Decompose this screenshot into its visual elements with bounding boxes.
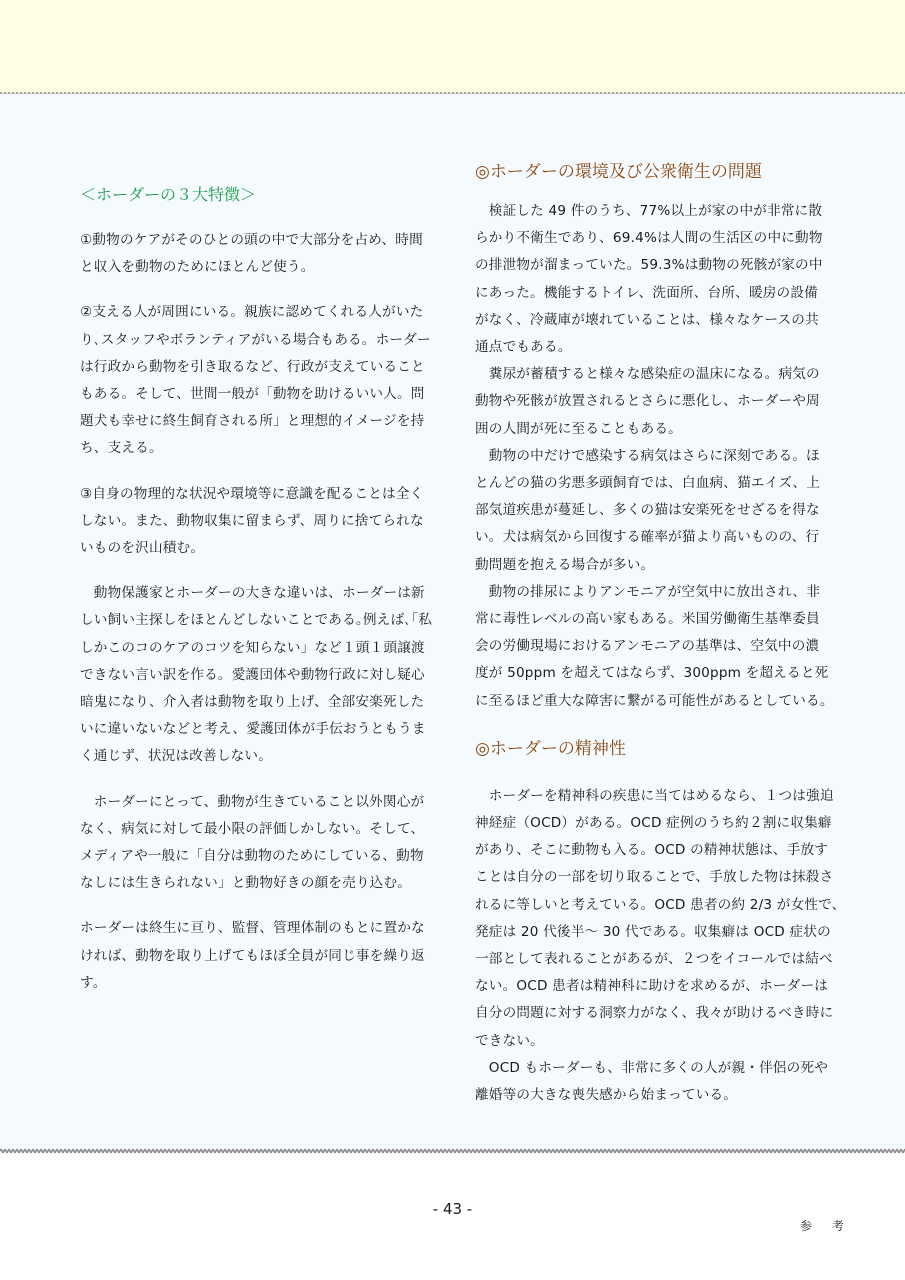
text-line: 糞尿が蓄積すると様々な感染症の温床になる。病気の [475, 366, 820, 383]
paragraph [80, 789, 440, 898]
section-heading-mentality: ◎ホーダーの精神性 [475, 738, 626, 759]
text-line: がなく、冷蔵庫が壊れていることは、様々なケースの共 [475, 311, 819, 328]
text-line: 動物保護家とホーダーの大きな違いは、ホーダーは新 [80, 585, 425, 602]
top-band [0, 0, 905, 94]
text-line: 会の労働現場におけるアンモニアの基準は、空気中の濃 [475, 638, 820, 655]
text-line: ③自身の物理的な状況や環境等に意識を配ることは全く [80, 485, 424, 502]
text-line: ①動物のケアがそのひとの頭の中で大部分を占め、時間 [80, 232, 423, 248]
text-line: す。 [80, 974, 107, 991]
text-line: ない。OCD 患者は精神科に助けを求めるが、ホーダーは [475, 978, 829, 995]
paragraph [475, 198, 835, 361]
text-line: OCD もホーダーも、非常に多くの人が親・伴侶の死や [475, 1059, 829, 1076]
section-heading-three-traits: ＜ホーダーの３大特徴＞ [80, 185, 257, 204]
text-line: の排泄物が溜まっていた。59.3%は動物の死骸が家の中 [475, 257, 823, 274]
text-line: 暗鬼になり、介入者は動物を取り上げ、全部安楽死した [80, 694, 425, 711]
paragraph [475, 579, 835, 715]
text-line: 神経症（OCD）がある。OCD 症例のうち約２割に収集癖 [475, 815, 832, 832]
text-line: 常に毒性レベルの高い家もある。米国労働衛生基準委員 [475, 611, 820, 628]
text-line: ち、支える。 [80, 440, 163, 457]
paragraph [80, 299, 440, 462]
text-line: 離婚等の大きな喪失感から始まっている。 [475, 1087, 738, 1104]
paragraph [80, 915, 440, 997]
text-line: ホーダーにとって、動物が生きていること以外関心が [80, 793, 425, 810]
text-line: 部気道疾患が蔓延し、多くの猫は安楽死をせざるを得な [475, 502, 820, 519]
page-number: - 43 - [432, 1200, 473, 1218]
text-line: く通じず、状況は改善しない。 [80, 748, 273, 765]
text-line: いに違いないなどと考え、愛護団体が手伝おうともうま [80, 721, 426, 738]
wavy-divider-bottom [0, 1148, 905, 1154]
reference-label: 参 考 [800, 1219, 852, 1233]
text-line: ②支える人が周囲にいる。親族に認めてくれる人がいた [80, 304, 424, 321]
paragraph [475, 361, 835, 443]
paragraph [475, 783, 846, 1055]
text-line: 囲の人間が死に至ることもある。 [475, 420, 682, 437]
text-line: 動物の中だけで感染する病気はさらに深刻である。ほ [475, 447, 820, 464]
paragraph [80, 227, 440, 281]
text-line: 動問題を抱える場合が多い。 [475, 556, 655, 573]
text-line: ホーダーは終生に亘り、監督、管理体制のもとに置かな [80, 920, 425, 937]
text-line: できない言い訳を作る。愛護団体や動物行政に対し疑心 [80, 666, 425, 683]
text-line: なしには生きられない」と動物好きの顔を売り込む。 [80, 875, 412, 892]
text-line: ことは自分の一部を切り取ることで、手放した物は抹殺さ [475, 869, 834, 886]
text-line: 通点でもある。 [475, 339, 572, 356]
section-heading-environment: ◎ホーダーの環境及び公衆衛生の問題 [475, 162, 762, 182]
paragraph [80, 481, 440, 563]
text-line: 一部として表れることがあるが、２つをイコールでは結べ [475, 951, 833, 968]
text-line: に至るほど重大な障害に繋がる可能性があるとしている。 [475, 692, 834, 709]
text-line: いものを沢山積む。 [80, 540, 205, 557]
text-line: 検証した 49 件のうち、77%以上が家の中が非常に散 [475, 203, 823, 219]
text-line: しかこのコのケアのコツを知らない」など１頭１頭譲渡 [80, 639, 425, 656]
text-line: にあった。機能するトイレ、洗面所、台所、暖房の設備 [475, 284, 818, 301]
text-line: らかり不衛生であり、69.4%は人間の生活区の中に動物 [475, 230, 823, 247]
left-column [80, 183, 440, 1015]
text-line: い。犬は病気から回復する確率が猫より高いものの、行 [475, 529, 820, 546]
right-column [475, 160, 846, 1109]
text-line: メディアや一般に「自分は動物のためにしている、動物 [80, 848, 424, 865]
text-line: は行政から動物を引き取るなど、行政が支えていること [80, 358, 425, 375]
text-line: 動物の排尿によりアンモニアが空気中に放出され、非 [475, 583, 821, 600]
text-line: とんどの猫の劣悪多頭飼育では、白血病、猫エイズ、上 [475, 475, 821, 492]
text-line: 自分の問題に対する洞察力がなく、我々が助けるべき時に [475, 1005, 834, 1022]
text-line: ければ、動物を取り上げてもほぼ全員が同じ事を繰り返 [80, 947, 425, 964]
text-line: できない。 [475, 1032, 544, 1049]
paragraph [80, 580, 440, 770]
text-line: なく、病気に対して最小限の評価しかしない。そして、 [80, 820, 425, 837]
text-line: しない。また、動物収集に留まらず、周りに捨てられな [80, 512, 424, 529]
text-line: があり、そこに動物も入る。OCD の精神状態は、手放す [475, 842, 829, 859]
text-line: り､スタッフやボランティアがいる場合もある。ホーダー [80, 331, 431, 348]
text-line: ホーダーを精神科の疾患に当てはめるなら、１つは強迫 [475, 787, 834, 804]
text-line: もある。そして、世間一般が「動物を助けるいい人。問 [80, 386, 425, 403]
text-line: れるに等しいと考えている。OCD 患者の約 2/3 が女性で、 [475, 896, 846, 913]
text-line: 発症は 20 代後半～ 30 代である。収集癖は OCD 症状の [475, 923, 831, 940]
text-line: 度が 50ppm を超えてはならず、300ppm を超えると死 [475, 665, 829, 682]
paragraph [475, 443, 835, 579]
text-line: 動物や死骸が放置されるとさらに悪化し、ホーダーや周 [475, 393, 820, 410]
paragraph [475, 1055, 835, 1109]
text-line: と収入を動物のためにほとんど使う。 [80, 259, 315, 276]
text-line: 題犬も幸せに終生飼育される所」と理想的イメージを持 [80, 413, 425, 430]
text-line: しい飼い主探しをほとんどしないことである｡例えば､｢私 [80, 612, 433, 629]
